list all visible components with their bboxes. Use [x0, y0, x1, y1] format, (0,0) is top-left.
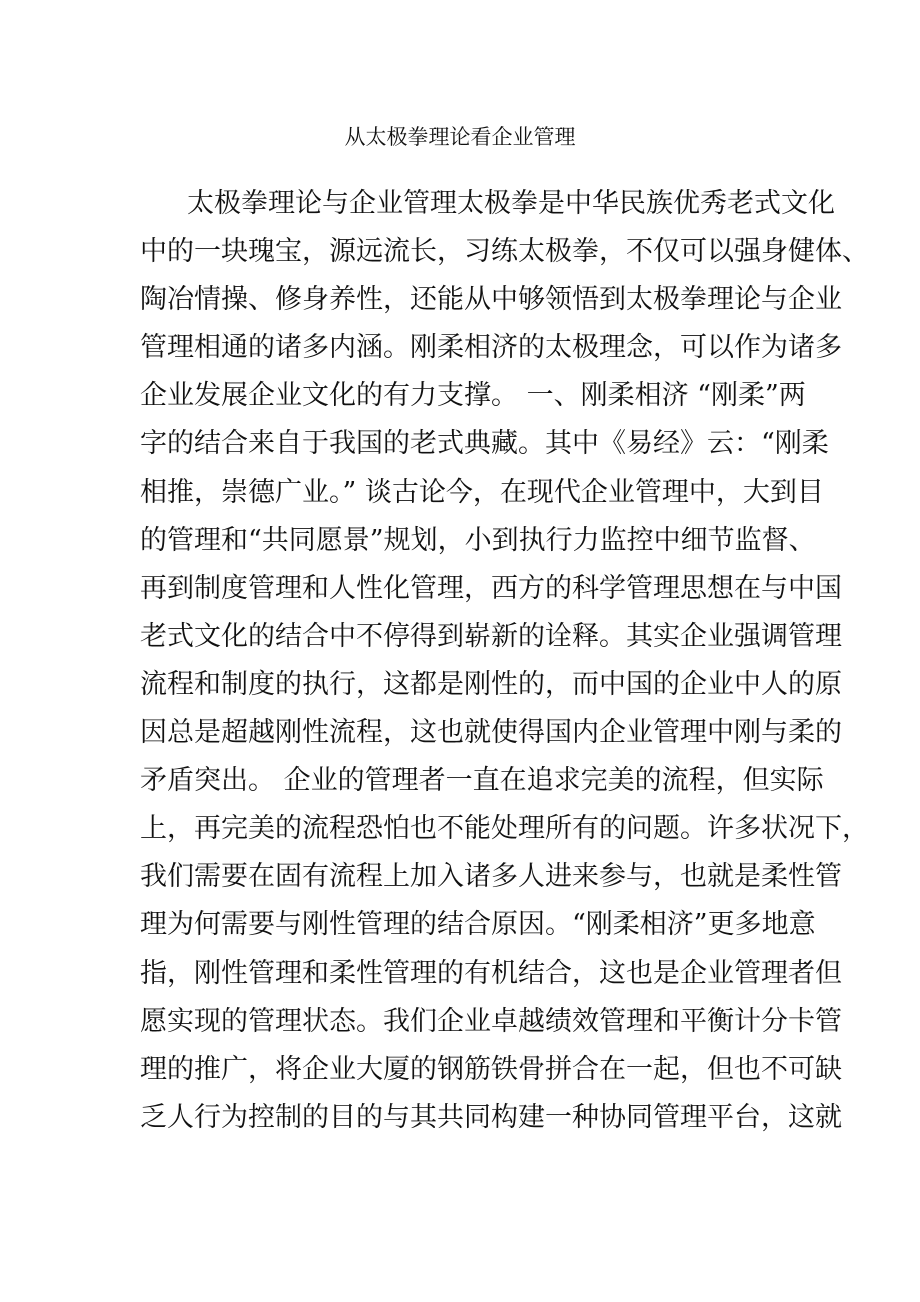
- body-line: 乏人行为控制的目的与其共同构建一种协同管理平台，这就: [140, 1101, 842, 1133]
- body-line: 我们需要在固有流程上加入诸多人进来参与，也就是柔性管: [140, 861, 842, 893]
- body-line: 理为何需要与刚性管理的结合原因。“刚柔相济”更多地意: [140, 909, 816, 941]
- body-line: 相推，崇德广业。” 谈古论今，在现代企业管理中，大到目: [140, 476, 824, 508]
- body-line: 愿实现的管理状态。我们企业卓越绩效管理和平衡计分卡管: [140, 1005, 842, 1037]
- body-line: 字的结合来自于我国的老式典藏。其中《易经》云：“刚柔: [140, 428, 829, 460]
- body-line: 中的一块瑰宝，源远流长，习练太极拳，不仅可以强身健体、: [140, 236, 869, 268]
- body-line: 太极拳理论与企业管理太极拳是中华民族优秀老式文化: [187, 188, 835, 219]
- body-line: 管理相通的诸多内涵。刚柔相济的太极理念，可以作为诸多: [140, 332, 842, 364]
- body-line: 理的推广，将企业大厦的钢筋铁骨拼合在一起，但也不可缺: [140, 1053, 842, 1085]
- body-line: 的管理和“共同愿景”规划，小到执行力监控中细节监督、: [140, 524, 816, 556]
- body-line: 流程和制度的执行，这都是刚性的，而中国的企业中人的原: [140, 668, 842, 700]
- body-line: 矛盾突出。 企业的管理者一直在追求完美的流程，但实际: [140, 765, 824, 797]
- body-line: 老式文化的结合中不停得到崭新的诠释。其实企业强调管理: [140, 620, 842, 652]
- body-line: 企业发展企业文化的有力支撑。 一、刚柔相济 “刚柔”两: [140, 380, 806, 412]
- body-line: 因总是超越刚性流程，这也就使得国内企业管理中刚与柔的: [140, 717, 842, 749]
- body-line: 陶冶情操、修身养性，还能从中够领悟到太极拳理论与企业: [140, 284, 842, 316]
- document-body: [140, 184, 869, 1146]
- body-line: 指，刚性管理和柔性管理的有机结合，这也是企业管理者但: [140, 957, 842, 989]
- document-title: 从太极拳理论看企业管理: [344, 125, 576, 149]
- body-line: 上，再完美的流程恐怕也不能处理所有的问题。许多状况下，: [140, 813, 869, 845]
- body-line: 再到制度管理和人性化管理，西方的科学管理思想在与中国: [140, 572, 842, 604]
